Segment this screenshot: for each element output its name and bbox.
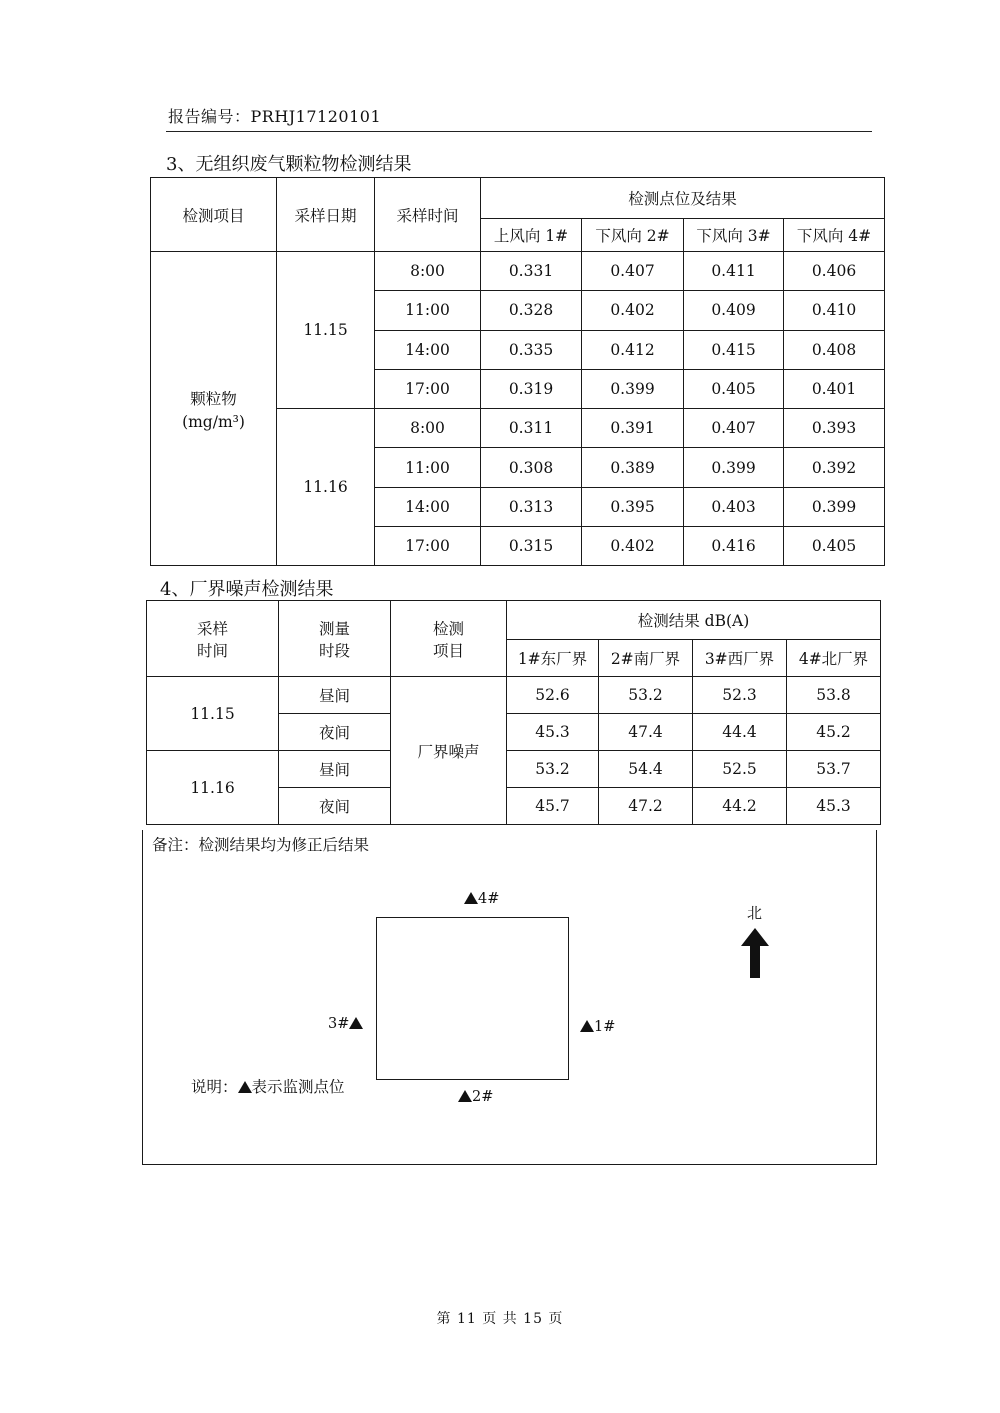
value-cell: 0.402 bbox=[582, 291, 684, 330]
value-cell: 0.408 bbox=[784, 330, 885, 369]
legend-prefix: 说明： bbox=[191, 1078, 238, 1096]
header-sample-time bbox=[147, 601, 279, 677]
value-cell: 0.308 bbox=[481, 448, 582, 487]
noise-table bbox=[146, 600, 881, 825]
north-arrow-icon bbox=[741, 928, 769, 978]
table-row bbox=[151, 252, 885, 291]
value-cell: 0.392 bbox=[784, 448, 885, 487]
section4-title: 4、厂界噪声检测结果 bbox=[160, 579, 334, 600]
time-cell: 14:00 bbox=[375, 330, 481, 369]
header-rule bbox=[166, 131, 872, 132]
value-cell: 0.410 bbox=[784, 291, 885, 330]
value-cell: 45.3 bbox=[507, 714, 599, 751]
point-label: 2# bbox=[472, 1089, 494, 1105]
value-cell: 0.407 bbox=[582, 252, 684, 291]
value-cell: 52.6 bbox=[507, 677, 599, 714]
value-cell: 0.405 bbox=[784, 527, 885, 566]
point-header: 3#西厂界 bbox=[693, 640, 787, 677]
page-footer: 第 11 页 共 15 页 bbox=[436, 1311, 564, 1327]
value-cell: 53.8 bbox=[787, 677, 881, 714]
triangle-icon bbox=[580, 1020, 594, 1032]
time-cell: 8:00 bbox=[375, 409, 481, 448]
time-cell: 11:00 bbox=[375, 291, 481, 330]
triangle-icon bbox=[458, 1090, 472, 1102]
period-cell: 昼间 bbox=[279, 677, 391, 714]
header-line: 时间 bbox=[196, 641, 228, 660]
value-cell: 0.313 bbox=[481, 487, 582, 526]
point-header: 下风向 4# bbox=[784, 219, 885, 252]
value-cell: 45.3 bbox=[787, 788, 881, 825]
point-header: 4#北厂界 bbox=[787, 640, 881, 677]
value-cell: 53.2 bbox=[599, 677, 693, 714]
value-cell: 52.3 bbox=[693, 677, 787, 714]
triangle-icon bbox=[464, 892, 478, 904]
legend-text: 表示监测点位 bbox=[251, 1078, 345, 1096]
date-cell: 11.16 bbox=[277, 409, 375, 566]
time-cell: 17:00 bbox=[375, 369, 481, 408]
monitor-point-1 bbox=[580, 1019, 615, 1035]
point-header: 1#东厂界 bbox=[507, 640, 599, 677]
date-cell: 11.16 bbox=[147, 751, 279, 825]
header-line: 检测 bbox=[432, 619, 464, 638]
triangle-icon bbox=[349, 1017, 363, 1029]
header-line: 采样 bbox=[196, 619, 228, 638]
value-cell: 54.4 bbox=[599, 751, 693, 788]
value-cell: 0.406 bbox=[784, 252, 885, 291]
value-cell: 0.391 bbox=[582, 409, 684, 448]
value-cell: 0.407 bbox=[684, 409, 784, 448]
value-cell: 0.411 bbox=[684, 252, 784, 291]
value-cell: 45.2 bbox=[787, 714, 881, 751]
value-cell: 0.399 bbox=[684, 448, 784, 487]
header-item bbox=[391, 601, 507, 677]
report-number: 报告编号：PRHJ17120101 bbox=[168, 107, 382, 126]
table-row bbox=[147, 751, 881, 788]
value-cell: 44.4 bbox=[693, 714, 787, 751]
value-cell: 0.402 bbox=[582, 527, 684, 566]
monitor-point-2 bbox=[458, 1089, 493, 1105]
point-header: 下风向 2# bbox=[582, 219, 684, 252]
header-time: 采样时间 bbox=[375, 178, 481, 252]
header-line: 时段 bbox=[318, 641, 350, 660]
particulate-table bbox=[150, 177, 885, 566]
value-cell: 47.2 bbox=[599, 788, 693, 825]
value-cell: 0.311 bbox=[481, 409, 582, 448]
date-cell: 11.15 bbox=[277, 252, 375, 409]
value-cell: 0.403 bbox=[684, 487, 784, 526]
north-label: 北 bbox=[747, 904, 763, 922]
value-cell: 0.389 bbox=[582, 448, 684, 487]
point-header: 上风向 1# bbox=[481, 219, 582, 252]
point-header: 2#南厂界 bbox=[599, 640, 693, 677]
value-cell: 0.319 bbox=[481, 369, 582, 408]
value-cell: 52.5 bbox=[693, 751, 787, 788]
value-cell: 0.335 bbox=[481, 330, 582, 369]
note-text: 备注：检测结果均为修正后结果 bbox=[152, 836, 370, 854]
period-cell: 夜间 bbox=[279, 714, 391, 751]
monitor-point-4 bbox=[464, 891, 499, 907]
header-line: 项目 bbox=[432, 641, 464, 660]
value-cell: 0.393 bbox=[784, 409, 885, 448]
date-cell: 11.15 bbox=[147, 677, 279, 751]
value-cell: 0.399 bbox=[784, 487, 885, 526]
value-cell: 0.412 bbox=[582, 330, 684, 369]
time-cell: 8:00 bbox=[375, 252, 481, 291]
monitor-point-3 bbox=[328, 1016, 363, 1032]
point-label: 1# bbox=[594, 1019, 616, 1035]
point-label: 4# bbox=[478, 891, 500, 907]
value-cell: 0.328 bbox=[481, 291, 582, 330]
value-cell: 0.331 bbox=[481, 252, 582, 291]
point-header: 下风向 3# bbox=[684, 219, 784, 252]
value-cell: 0.401 bbox=[784, 369, 885, 408]
diagram-legend bbox=[191, 1075, 345, 1097]
value-cell: 0.399 bbox=[582, 369, 684, 408]
header-item: 检测项目 bbox=[151, 178, 277, 252]
time-cell: 17:00 bbox=[375, 527, 481, 566]
header-period bbox=[279, 601, 391, 677]
header-date: 采样日期 bbox=[277, 178, 375, 252]
item-unit: (mg/m³) bbox=[182, 412, 245, 431]
value-cell: 53.7 bbox=[787, 751, 881, 788]
value-cell: 44.2 bbox=[693, 788, 787, 825]
header-line: 测量 bbox=[318, 619, 350, 638]
value-cell: 53.2 bbox=[507, 751, 599, 788]
value-cell: 47.4 bbox=[599, 714, 693, 751]
period-cell: 夜间 bbox=[279, 788, 391, 825]
point-label: 3# bbox=[328, 1016, 350, 1032]
triangle-icon bbox=[238, 1081, 252, 1093]
item-cell bbox=[151, 252, 277, 566]
period-cell: 昼间 bbox=[279, 751, 391, 788]
value-cell: 0.405 bbox=[684, 369, 784, 408]
table-row bbox=[147, 677, 881, 714]
item-name: 颗粒物 bbox=[190, 389, 237, 408]
value-cell: 0.395 bbox=[582, 487, 684, 526]
item-cell: 厂界噪声 bbox=[391, 677, 507, 825]
time-cell: 11:00 bbox=[375, 448, 481, 487]
value-cell: 0.415 bbox=[684, 330, 784, 369]
time-cell: 14:00 bbox=[375, 487, 481, 526]
plant-boundary bbox=[376, 917, 569, 1080]
value-cell: 45.7 bbox=[507, 788, 599, 825]
value-cell: 0.315 bbox=[481, 527, 582, 566]
header-points-group: 检测点位及结果 bbox=[481, 178, 885, 219]
section3-title: 3、无组织废气颗粒物检测结果 bbox=[166, 154, 412, 175]
value-cell: 0.416 bbox=[684, 527, 784, 566]
header-result-group: 检测结果 dB(A) bbox=[507, 601, 881, 640]
value-cell: 0.409 bbox=[684, 291, 784, 330]
